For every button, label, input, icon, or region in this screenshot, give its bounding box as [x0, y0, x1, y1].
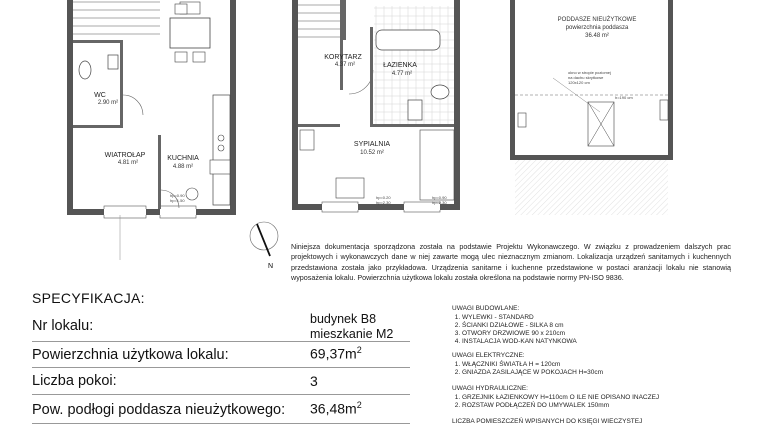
spec-divider	[32, 341, 410, 342]
first-h1: hp=0.20	[376, 195, 391, 200]
spec-label-rooms: Liczba pokoi:	[32, 373, 117, 389]
disclaimer-note: Niniejsza dokumentacja sporządzona została na podstawie Projektu Wykonawczego. W związku z prowadzeniem dalszych prac projektowych i wykonawczych dane w niej zawarte mogą ulec nieznacznym zmianom. Lokalizacja urządzeń sanitarnych i kuchennych przedstawiona została jako przykładowa. Urządzenia sanitarne i kuchenne przedstawione w postaci aranżacji lokalu nie stanowią wyposażenia lokalu. Powierzchnia użytkowa lokalu została określona na podstawie normy PN-ISO 9836.	[291, 242, 731, 282]
bath-area: 4.77 m²	[391, 71, 413, 77]
list-item: 2. GNIAZDA ZASILAJĄCE W POKOJACH H=30cm	[462, 369, 603, 377]
attic-window-note-1: okno w stropie poziomej	[568, 70, 611, 75]
spec-value-area: $69,37m^2$	[310, 345, 362, 362]
wc-area: 2.90 m²	[97, 100, 119, 106]
first-h3: hp=0.90	[432, 195, 447, 200]
spec-label-unit: Nr lokalu:	[32, 318, 94, 334]
spec-value-attic: $36,48m^2$	[310, 400, 362, 417]
spec-divider	[32, 367, 410, 368]
spec-value-building: budynek B8	[310, 312, 377, 326]
first-floor-plan	[292, 0, 460, 212]
spec-value-apartment: mieszkanie M2	[310, 327, 394, 341]
bedroom-area: 10.52 m²	[360, 150, 384, 156]
list-item: 1. WŁĄCZNIKI ŚWIATŁA H = 120cm	[462, 361, 603, 369]
spec-label-area: Powierzchnia użytkowa lokalu:	[32, 347, 229, 363]
first-h2: hp=2.30	[376, 200, 391, 205]
attic-subtitle: powierzchnia poddasza	[565, 25, 629, 31]
ground-h1: hp=0.90	[170, 193, 185, 198]
list-item: 1. WYLEWKI - STANDARD	[462, 314, 577, 322]
ground-floor-plan	[67, 0, 278, 270]
attic-title: PODDASZE NIEUŻYTKOWE	[557, 17, 637, 23]
spec-divider	[32, 423, 410, 424]
notes-building-title: UWAGI BUDOWLANE:	[452, 305, 520, 312]
list-item: 2. ŚCIANKI DZIAŁOWE - SILKA 8 cm	[462, 322, 577, 330]
list-item: 1. GRZEJNIK ŁAZIENKOWY H=110cm O ILE NIE OPISANO INACZEJ	[462, 394, 659, 402]
attic-height: h=190 cm	[615, 95, 633, 100]
compass-letter: N	[268, 263, 274, 270]
bath-label: ŁAZIENKA	[383, 62, 417, 69]
kitchen-area: 4.88 m²	[172, 164, 194, 170]
attic-area: 36.48 m²	[585, 33, 609, 39]
first-h4: hp=2.30	[432, 200, 447, 205]
corridor-label: KORYTARZ	[324, 54, 362, 61]
hall-area: 4.81 m²	[117, 160, 139, 166]
notes-plumbing-title: UWAGI HYDRAULICZNE:	[452, 385, 528, 392]
list-item: 4. INSTALACJA WOD-KAN NATYNKOWA	[462, 338, 577, 346]
attic-window-note-3: 120x120 cm	[568, 80, 590, 85]
compass-icon	[250, 222, 278, 270]
spec-value-rooms: 3	[310, 373, 318, 389]
attic-plan	[510, 0, 673, 215]
wc-label: WC	[94, 92, 106, 99]
spec-divider	[32, 394, 410, 395]
attic-window-note-2: na dachu skrytkowe	[568, 75, 604, 80]
notes-electrical	[452, 352, 603, 377]
list-item: 2. ROZSTAW PODŁĄCZEŃ DO UMYWALEK 150mm	[462, 402, 659, 410]
ground-h2: hp=1.50	[170, 198, 185, 203]
bedroom-label: SYPIALNIA	[353, 141, 391, 148]
spec-label-attic: Pow. podłogi poddasza nieużytkowego:	[32, 402, 286, 418]
corridor-area: 4.37 m²	[334, 62, 356, 68]
kitchen-label: KUCHNIA	[167, 155, 199, 162]
notes-plumbing	[452, 385, 659, 410]
hall-label: WIATROŁAP	[104, 152, 146, 159]
spec-title: SPECYFIKACJA:	[32, 290, 145, 306]
notes-land-register: LICZBA POMIESZCZEŃ WPISANYCH DO KSIĘGI WIECZYSTEJ	[452, 418, 643, 425]
notes-electrical-title: UWAGI ELEKTRYCZNE:	[452, 352, 525, 359]
list-item: 3. OTWORY DRZWIOWE 90 x 210cm	[462, 330, 577, 338]
notes-building	[452, 305, 577, 346]
